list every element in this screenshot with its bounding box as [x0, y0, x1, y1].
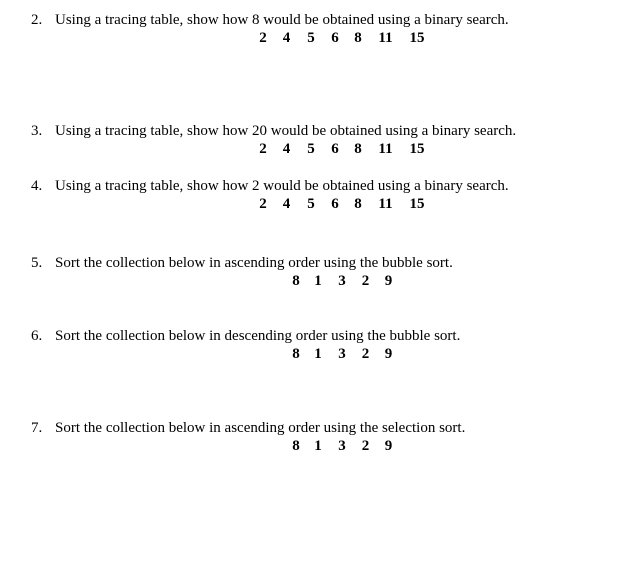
sequence-value: 2	[361, 438, 370, 454]
question-number: 4.	[31, 178, 43, 194]
sequence-value: 3	[338, 346, 346, 362]
question-number: 5.	[31, 255, 43, 271]
sequence-value: 2	[259, 196, 267, 212]
question-number: 3.	[31, 123, 43, 139]
question-text: Using a tracing table, show how 20 would be obtained using a binary search.	[55, 123, 517, 139]
sequence-value: 2	[361, 346, 370, 362]
number-sequence	[252, 195, 432, 213]
sequence-value: 1	[314, 438, 322, 454]
sequence-value: 9	[384, 273, 393, 289]
sequence-value: 11	[378, 141, 393, 157]
sequence-value: 6	[331, 196, 339, 212]
sequence-value: 8	[292, 438, 300, 454]
sequence-value: 5	[307, 141, 315, 157]
sequence-value: 15	[409, 30, 425, 46]
sequence-value: 9	[384, 438, 393, 454]
sequence-value: 11	[378, 196, 393, 212]
question-5-line	[31, 254, 453, 272]
question-text: Sort the collection below in ascending order using the bubble sort.	[55, 255, 453, 271]
number-sequence	[286, 345, 400, 363]
number-sequence	[252, 29, 432, 47]
question-text: Sort the collection below in ascending order using the selection sort.	[55, 420, 466, 436]
sequence-value: 15	[409, 196, 425, 212]
sequence-value: 15	[409, 141, 425, 157]
number-sequence	[286, 272, 400, 290]
sequence-value: 6	[331, 30, 339, 46]
question-4-line	[31, 177, 509, 195]
number-sequence	[252, 140, 432, 158]
sequence-value: 9	[384, 346, 393, 362]
sequence-value: 4	[282, 196, 291, 212]
sequence-value: 8	[354, 30, 362, 46]
question-number: 7.	[31, 420, 43, 436]
sequence-value: 3	[338, 273, 346, 289]
question-3-line	[31, 122, 516, 140]
question-7-line	[31, 419, 465, 437]
question-6-line	[31, 327, 460, 345]
sequence-value: 5	[307, 30, 315, 46]
sequence-value: 2	[259, 30, 267, 46]
sequence-value: 11	[378, 30, 393, 46]
question-text: Using a tracing table, show how 2 would be obtained using a binary search.	[55, 178, 509, 194]
sequence-value: 2	[259, 141, 267, 157]
question-number: 2.	[31, 12, 43, 28]
number-sequence	[286, 437, 400, 455]
question-text: Sort the collection below in descending order using the bubble sort.	[55, 328, 461, 344]
sequence-value: 8	[354, 141, 362, 157]
sequence-value: 8	[354, 196, 362, 212]
question-text: Using a tracing table, show how 8 would be obtained using a binary search.	[55, 12, 509, 28]
question-2-line	[31, 11, 509, 29]
question-number: 6.	[31, 328, 43, 344]
sequence-value: 8	[292, 346, 300, 362]
sequence-value: 8	[292, 273, 300, 289]
sequence-value: 3	[338, 438, 346, 454]
sequence-value: 2	[361, 273, 370, 289]
sequence-value: 4	[282, 30, 291, 46]
sequence-value: 4	[282, 141, 291, 157]
sequence-value: 6	[331, 141, 339, 157]
sequence-value: 5	[307, 196, 315, 212]
sequence-value: 1	[314, 273, 322, 289]
sequence-value: 1	[314, 346, 322, 362]
